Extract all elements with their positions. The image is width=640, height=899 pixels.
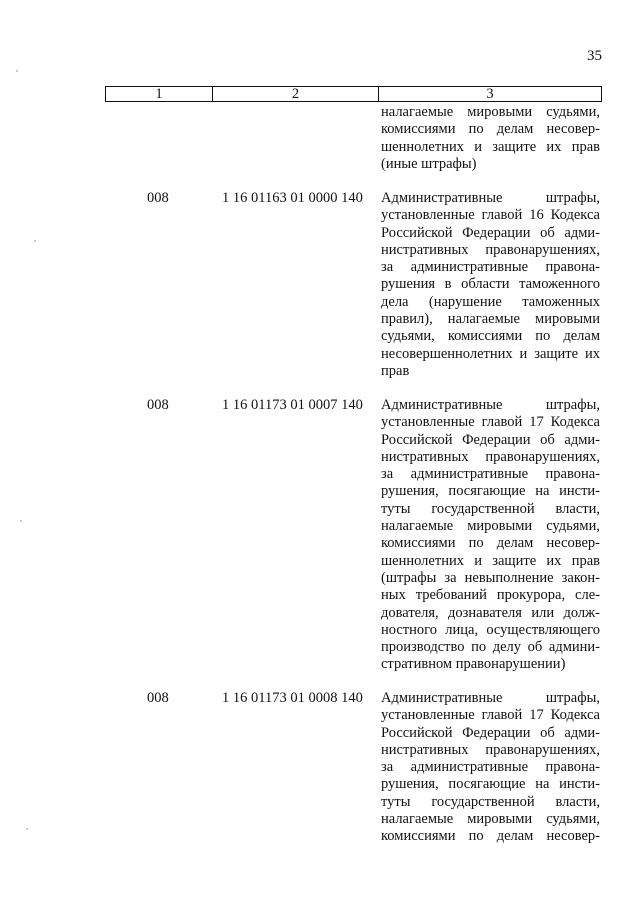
description-line: нистративных правонарушениях, bbox=[381, 241, 600, 258]
scan-speck bbox=[20, 520, 22, 522]
description-line: установленные главой 17 Кодекса bbox=[381, 707, 600, 724]
description-line: Российской Федерации об адми- bbox=[381, 724, 600, 741]
description-line: ностного лица, осуществляющего bbox=[381, 621, 600, 638]
description-line: за административные правона- bbox=[381, 466, 600, 483]
description-line: судьями, комиссиями по делам bbox=[381, 328, 600, 345]
description-line: рушения в области таможенного bbox=[381, 276, 600, 293]
description-line: комиссиями по делам несовер- bbox=[381, 828, 600, 845]
description-line: установленные главой 16 Кодекса bbox=[381, 207, 600, 224]
table-header bbox=[105, 86, 602, 102]
scan-speck bbox=[34, 240, 36, 242]
scan-speck bbox=[16, 70, 18, 72]
description-cell bbox=[381, 690, 600, 846]
description-line: туты государственной власти, bbox=[381, 500, 600, 517]
description-line: установленные главой 17 Кодекса bbox=[381, 414, 600, 431]
description-line: (штрафы за невыполнение закон- bbox=[381, 569, 600, 586]
header-col-3: 3 bbox=[486, 86, 494, 102]
description-line: правил), налагаемые мировыми bbox=[381, 311, 600, 328]
kbk-cell: 1 16 01173 01 0008 140 bbox=[222, 690, 363, 706]
description-line: нистративных правонарушениях, bbox=[381, 741, 600, 758]
code-cell: 008 bbox=[147, 397, 169, 413]
description-line: шеннолетних и защите их прав bbox=[381, 552, 600, 569]
description-line: рушения, посягающие на инсти- bbox=[381, 776, 600, 793]
description-line: Российской Федерации об адми- bbox=[381, 431, 600, 448]
kbk-cell: 1 16 01173 01 0007 140 bbox=[222, 397, 363, 413]
description-line: рушения, посягающие на инсти- bbox=[381, 483, 600, 500]
description-cell bbox=[381, 104, 600, 173]
description-line: ных требований прокурора, сле- bbox=[381, 587, 600, 604]
description-line: прав bbox=[381, 362, 410, 379]
description-line: за административные правона- bbox=[381, 759, 600, 776]
description-line: за административные правона- bbox=[381, 259, 600, 276]
header-col-2: 2 bbox=[213, 87, 379, 101]
description-line: Российской Федерации об адми- bbox=[381, 224, 600, 241]
description-line: Административные штрафы, bbox=[381, 690, 600, 706]
description-line: комиссиями по делам несовер- bbox=[381, 121, 600, 138]
description-line: шеннолетних и защите их прав bbox=[381, 138, 600, 155]
description-line: налагаемые мировыми судьями, bbox=[381, 104, 600, 120]
description-line: дователя, дознавателя или долж- bbox=[381, 604, 600, 621]
description-line: нистративных правонарушениях, bbox=[381, 448, 600, 465]
description-line: Административные штрафы, bbox=[381, 397, 600, 413]
page-number: 35 bbox=[587, 48, 602, 64]
description-line: комиссиями по делам несовер- bbox=[381, 535, 600, 552]
scan-speck bbox=[26, 828, 28, 830]
description-cell bbox=[381, 397, 600, 674]
description-line: (иные штрафы) bbox=[381, 155, 477, 172]
code-cell: 008 bbox=[147, 190, 169, 206]
description-line: дела (нарушение таможенных bbox=[381, 293, 600, 310]
description-line: налагаемые мировыми судьями, bbox=[381, 518, 600, 535]
header-col-1: 1 bbox=[106, 87, 213, 101]
code-cell: 008 bbox=[147, 690, 169, 706]
description-line: налагаемые мировыми судьями, bbox=[381, 811, 600, 828]
description-line: Административные штрафы, bbox=[381, 190, 600, 206]
kbk-cell: 1 16 01163 01 0000 140 bbox=[222, 190, 363, 206]
description-line: туты государственной власти, bbox=[381, 793, 600, 810]
description-line: несовершеннолетних и защите их bbox=[381, 345, 600, 362]
description-line: стративном правонарушении) bbox=[381, 656, 566, 673]
description-line: производство по делу об админи- bbox=[381, 639, 600, 656]
description-cell bbox=[381, 190, 600, 380]
